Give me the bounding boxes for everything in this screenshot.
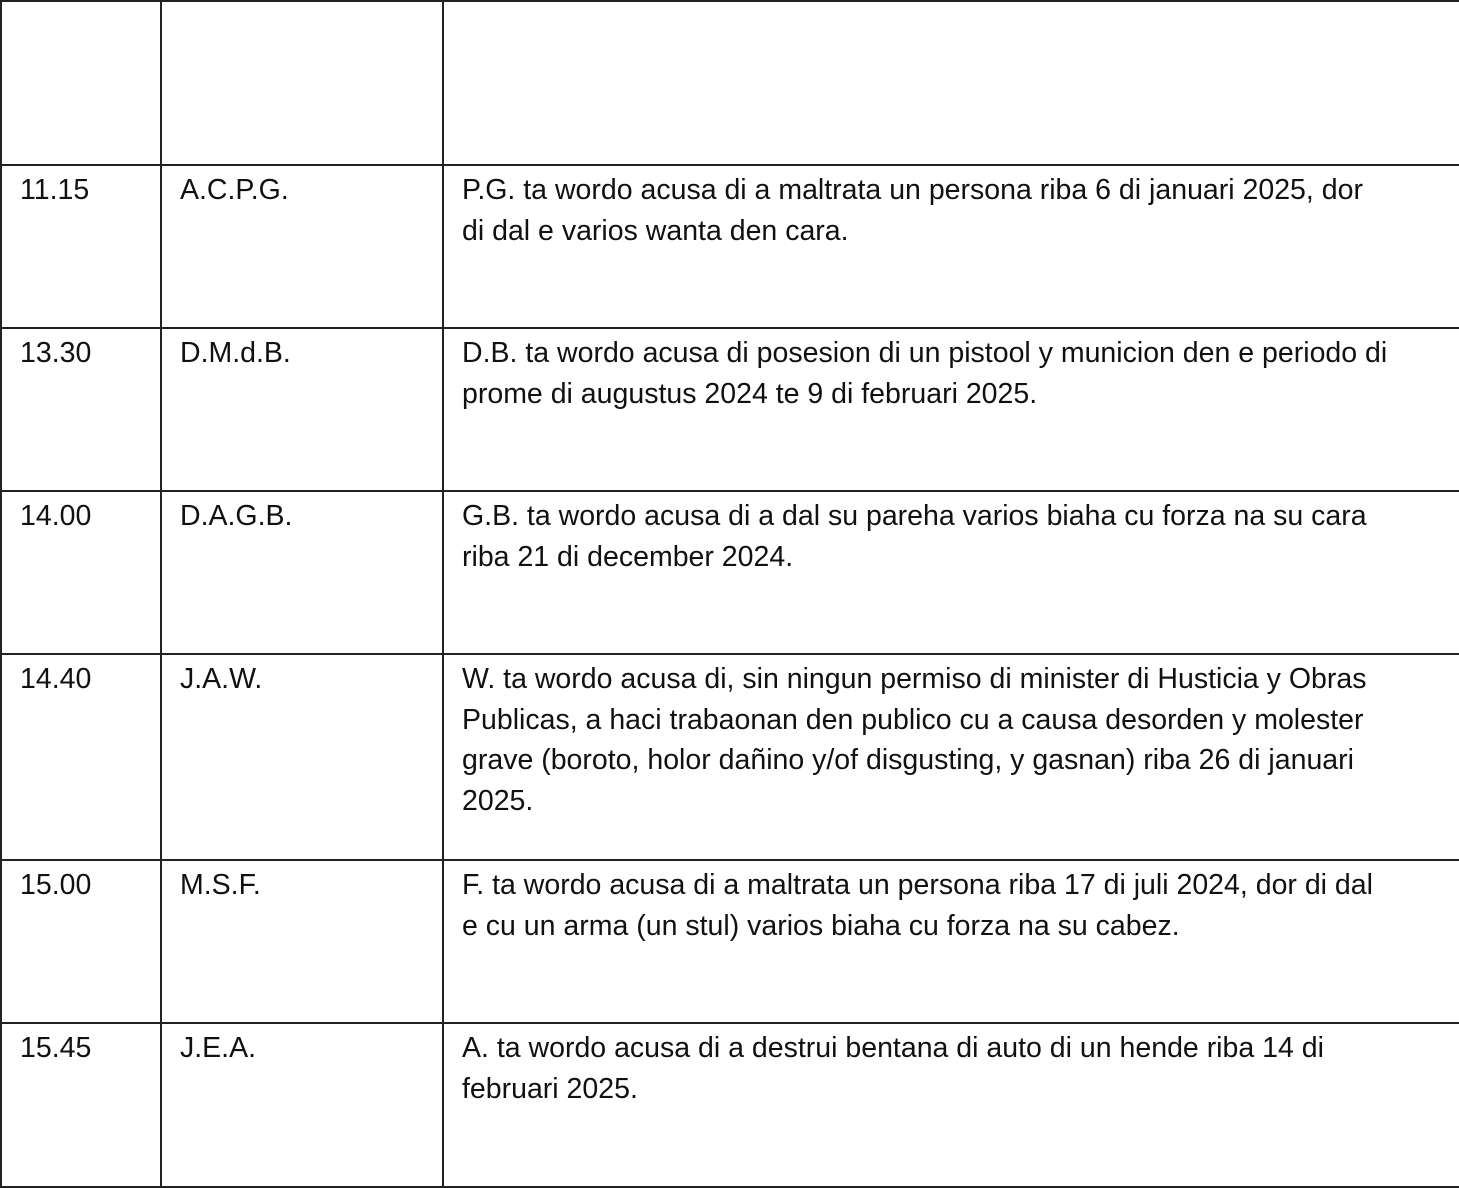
initials-cell: D.A.G.B. <box>161 491 443 654</box>
description-line: riba 21 di december 2024. <box>462 540 794 573</box>
description-line: D.B. ta wordo acusa di posesion di un pistool y municion den e periodo di <box>462 337 1388 369</box>
description-line: februari 2025. <box>462 1072 638 1105</box>
time-cell: 13.30 <box>1 328 161 491</box>
description-line: di dal e varios wanta den cara. <box>462 214 849 247</box>
description-line: W. ta wordo acusa di, sin ningun permiso di minister di Husticia y Obras <box>462 663 1367 695</box>
description-line: grave (boroto, holor dañino y/of disgusting, y gasnan) riba 26 di januari <box>462 744 1354 776</box>
initials-cell: A.C.P.G. <box>161 165 443 328</box>
header-time-cell <box>1 1 161 165</box>
description-cell <box>443 491 1459 654</box>
table-row <box>1 491 1459 654</box>
time-cell: 14.00 <box>1 491 161 654</box>
description-line: F. ta wordo acusa di a maltrata un persona riba 17 di juli 2024, dor di dal <box>462 869 1373 901</box>
description-line: e cu un arma (un stul) varios biaha cu forza na su cabez. <box>462 909 1180 942</box>
description-cell <box>443 1023 1459 1187</box>
table-row <box>1 654 1459 860</box>
description-line: 2025. <box>462 784 534 817</box>
initials-cell: D.M.d.B. <box>161 328 443 491</box>
table-row <box>1 328 1459 491</box>
description-cell <box>443 165 1459 328</box>
time-cell: 11.15 <box>1 165 161 328</box>
initials-cell: M.S.F. <box>161 860 443 1023</box>
initials-cell: J.E.A. <box>161 1023 443 1187</box>
table-row <box>1 860 1459 1023</box>
header-description-cell <box>443 1 1459 165</box>
time-cell: 15.00 <box>1 860 161 1023</box>
initials-cell: J.A.W. <box>161 654 443 860</box>
description-line: A. ta wordo acusa di a destrui bentana di auto di un hende riba 14 di <box>462 1032 1324 1064</box>
description-cell <box>443 328 1459 491</box>
table-row <box>1 165 1459 328</box>
description-line: Publicas, a haci trabaonan den publico cu a causa desorden y molester <box>462 703 1364 736</box>
description-line: P.G. ta wordo acusa di a maltrata un persona riba 6 di januari 2025, dor <box>462 174 1363 206</box>
header-initials-cell <box>161 1 443 165</box>
time-cell: 14.40 <box>1 654 161 860</box>
table-row <box>1 1023 1459 1187</box>
description-line: prome di augustus 2024 te 9 di februari 2025. <box>462 377 1038 410</box>
description-line: G.B. ta wordo acusa di a dal su pareha varios biaha cu forza na su cara <box>462 500 1367 532</box>
description-cell <box>443 654 1459 860</box>
table-header-row <box>1 1 1459 165</box>
description-cell <box>443 860 1459 1023</box>
time-cell: 15.45 <box>1 1023 161 1187</box>
